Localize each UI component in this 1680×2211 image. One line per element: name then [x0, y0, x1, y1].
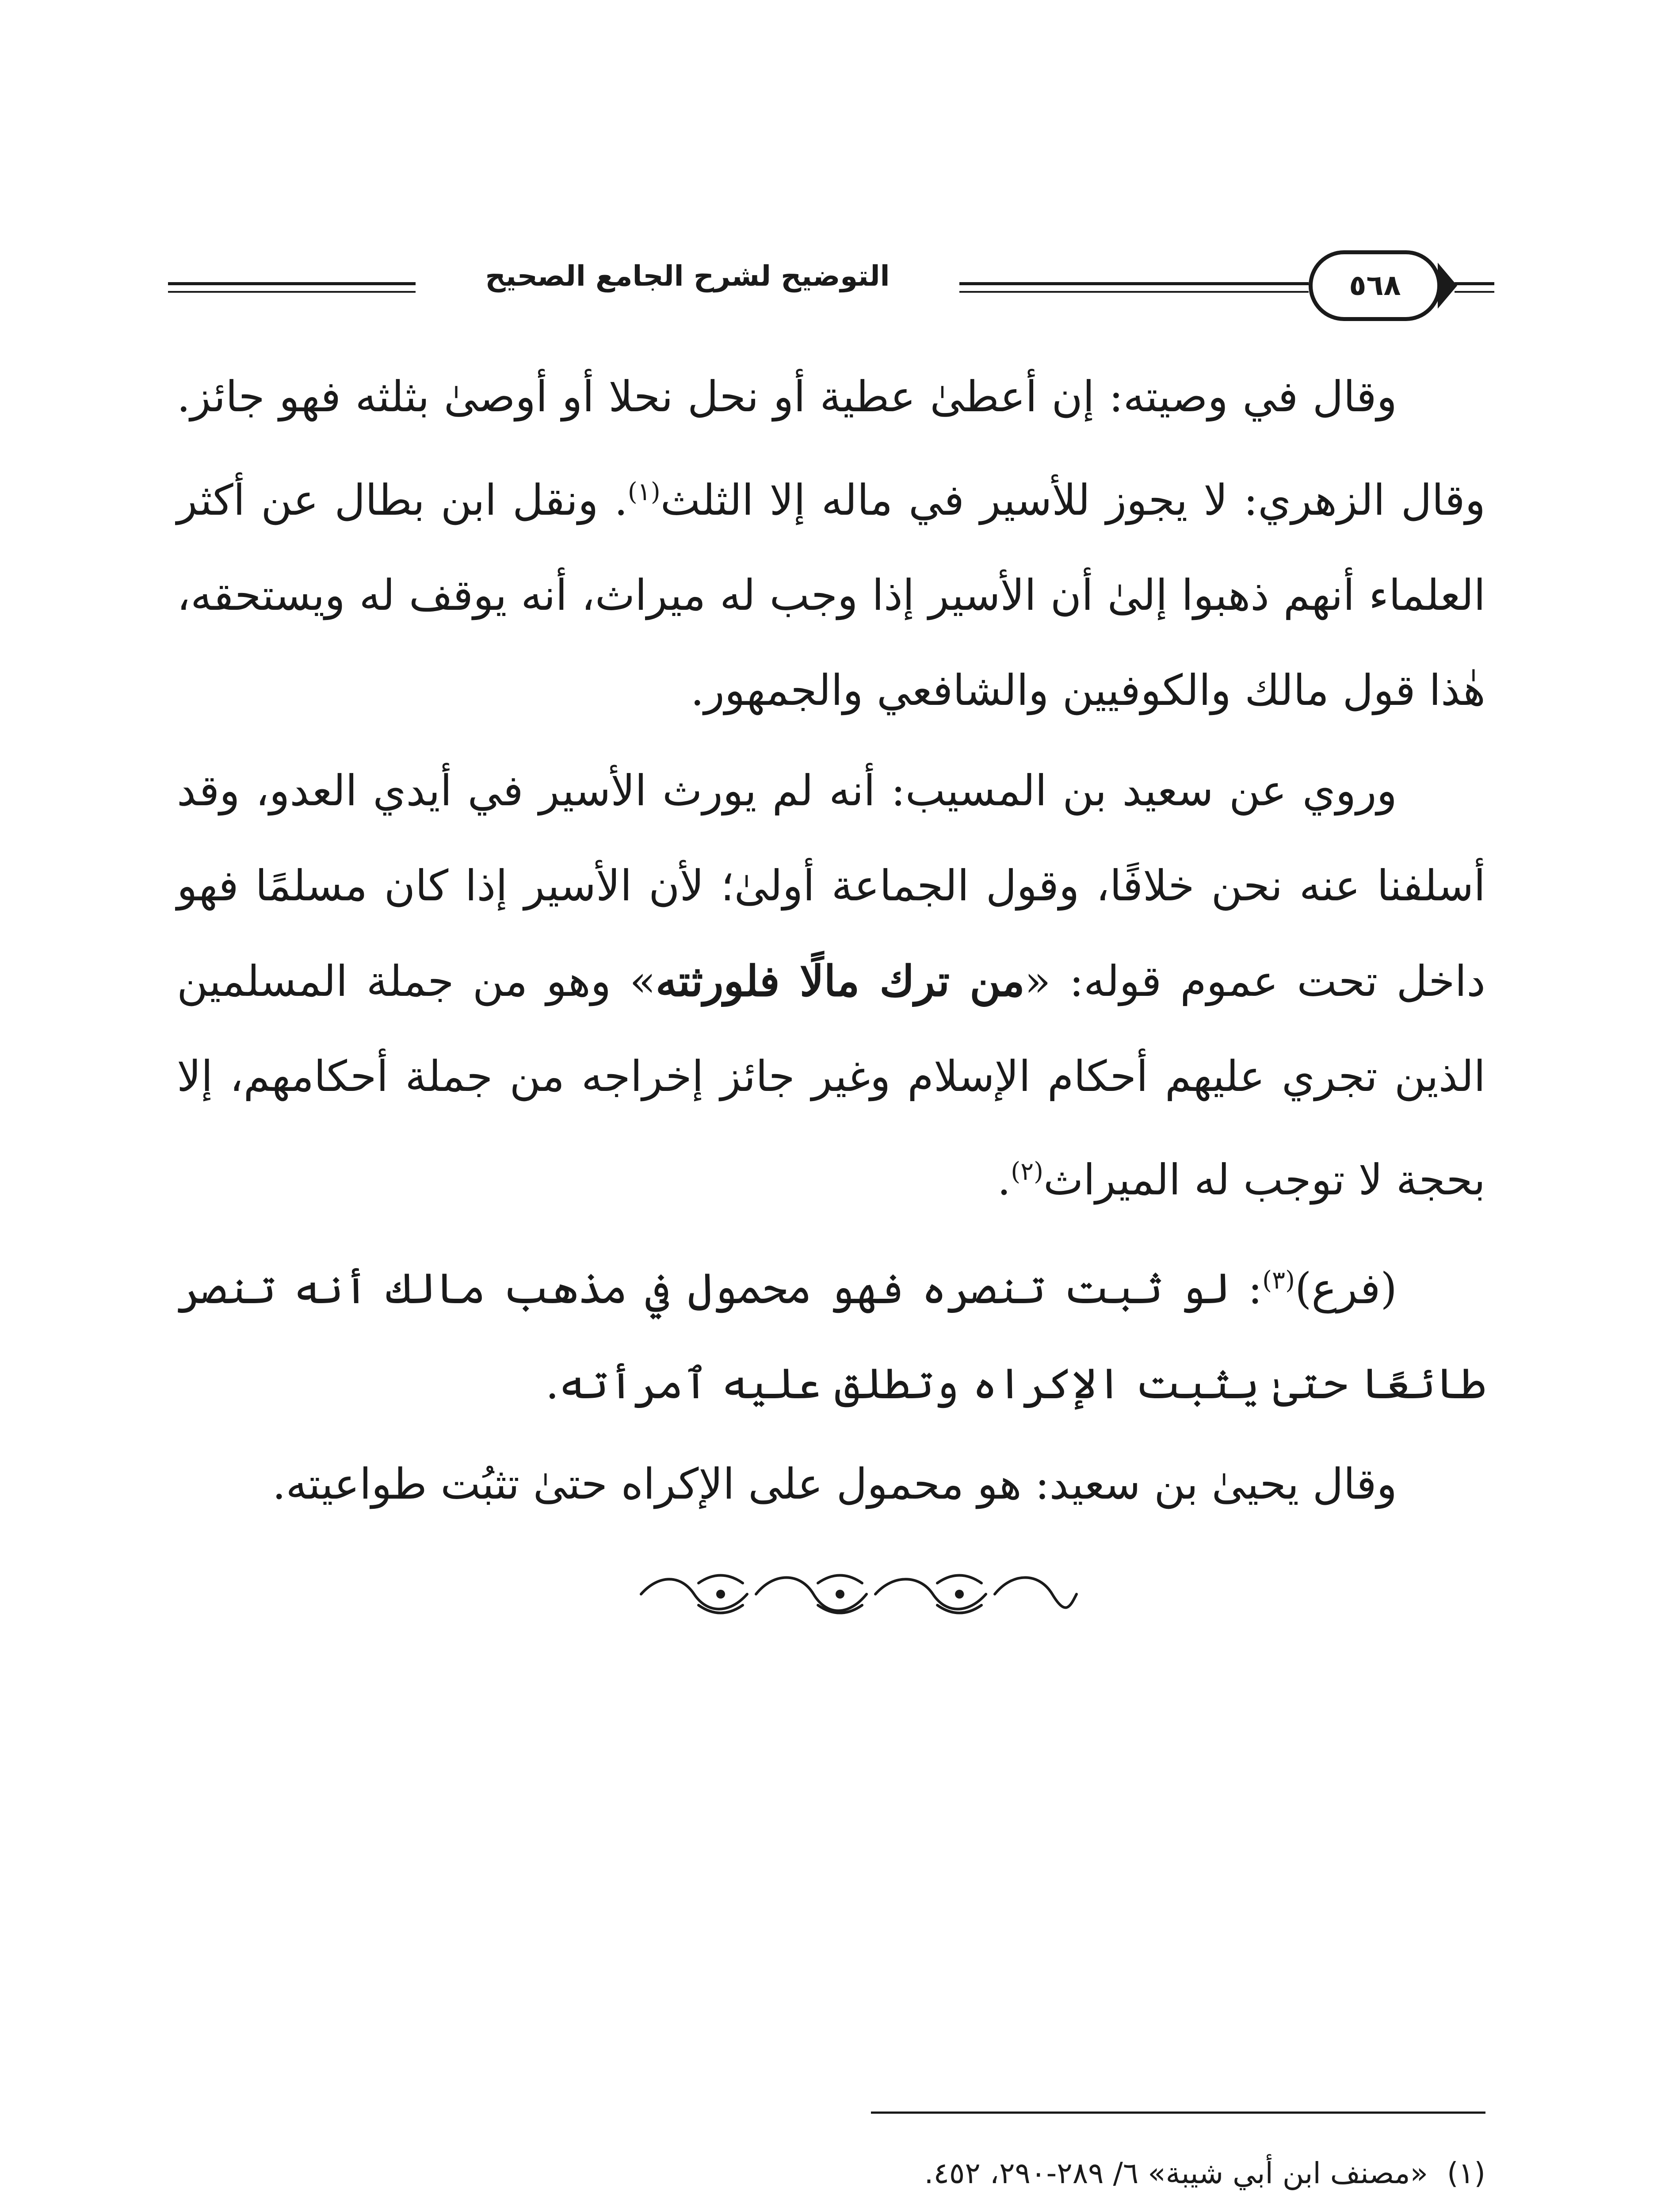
- header-rule-left-thin: [168, 291, 416, 293]
- footnote-ref: (١): [627, 478, 661, 506]
- header-rule-middle: [959, 282, 1309, 285]
- header-rule-middle-thin: [959, 291, 1309, 293]
- ornament-divider-icon: [632, 1565, 1083, 1623]
- footnote-number: [1428, 2207, 1485, 2211]
- text-run: . ونقل ابن بطال عن أكثر العلماء أنهم ذهبوا إلىٰ أن الأسير إذا وجب له ميراث، أنه يوقف له ويستحقه، هٰذا قول مالك والكوفيين والشافعي والجمهور.: [177, 475, 1486, 715]
- page-number: ٥٦٨: [1349, 269, 1401, 302]
- text-run: : لو ثبت تنصره فهو محمول في مذهب مالك أنه تنصر طائعًا حتىٰ يثبت الإكراه وتطلق عليه ٱمرأته.: [177, 1264, 1485, 1408]
- footnote: [575, 2207, 1485, 2211]
- paragraph: [177, 349, 1485, 738]
- footnote-ref: (٣): [1262, 1266, 1295, 1295]
- running-title: التوضيح لشرح الجامع الصحيح: [485, 260, 890, 293]
- footnotes: [575, 2140, 1485, 2211]
- footnote-ref: (٢): [1011, 1157, 1044, 1186]
- paragraph: [177, 1437, 1485, 1532]
- text-run: » وهو من جملة المسلمين الذين تجري عليهم أحكام الإسلام وغير جائز إخراجه من جملة أحكامهم، إلا بحجة لا توجب له الميراث: [177, 956, 1486, 1205]
- hadith-quote: من ترك مالًا فلورثته: [656, 956, 1025, 1006]
- text-run: وروي عن سعيد بن المسيب: أنه لم يورث الأسير في أيدي العدو، وقد أسلفنا عنه نحن خلافًا، وقول الجماعة أولىٰ؛ لأن الأسير إذا كان مسلمًا فهو داخل تحت عموم قوله: «: [177, 766, 1486, 1006]
- text-run: (فرع): [1294, 1264, 1397, 1313]
- main-text: [177, 349, 1485, 1532]
- paragraph: [177, 1233, 1485, 1431]
- footnote-number: (١): [1447, 2156, 1485, 2190]
- header-rule-right: [1455, 282, 1494, 285]
- page-number-badge: [1309, 250, 1441, 321]
- footnote-text: «مصنف ابن أبي شيبة» ٦/ ٢٨٩-٢٩٠، ٤٥٢.: [924, 2156, 1428, 2190]
- header-rule-right-thin: [1455, 291, 1494, 293]
- header-rule-left: [168, 282, 416, 285]
- text-run: وقال يحيىٰ بن سعيد: هو محمول على الإكراه حتىٰ تثبُت طواعيته.: [272, 1459, 1397, 1509]
- footnote-separator: [871, 2112, 1485, 2114]
- text-run: .: [997, 1155, 1011, 1205]
- paragraph: [177, 743, 1485, 1228]
- page-header: [168, 248, 1494, 327]
- text-run: وقال في وصيته: إن أعطىٰ عطية أو نحل نحلا أو أوصىٰ بثلثه فهو جائز. وقال الزهري: لا يجوز للأسير في ماله إلا الثلث: [177, 372, 1486, 525]
- footnote: [575, 2140, 1485, 2207]
- badge-arrow-icon: [1438, 263, 1457, 309]
